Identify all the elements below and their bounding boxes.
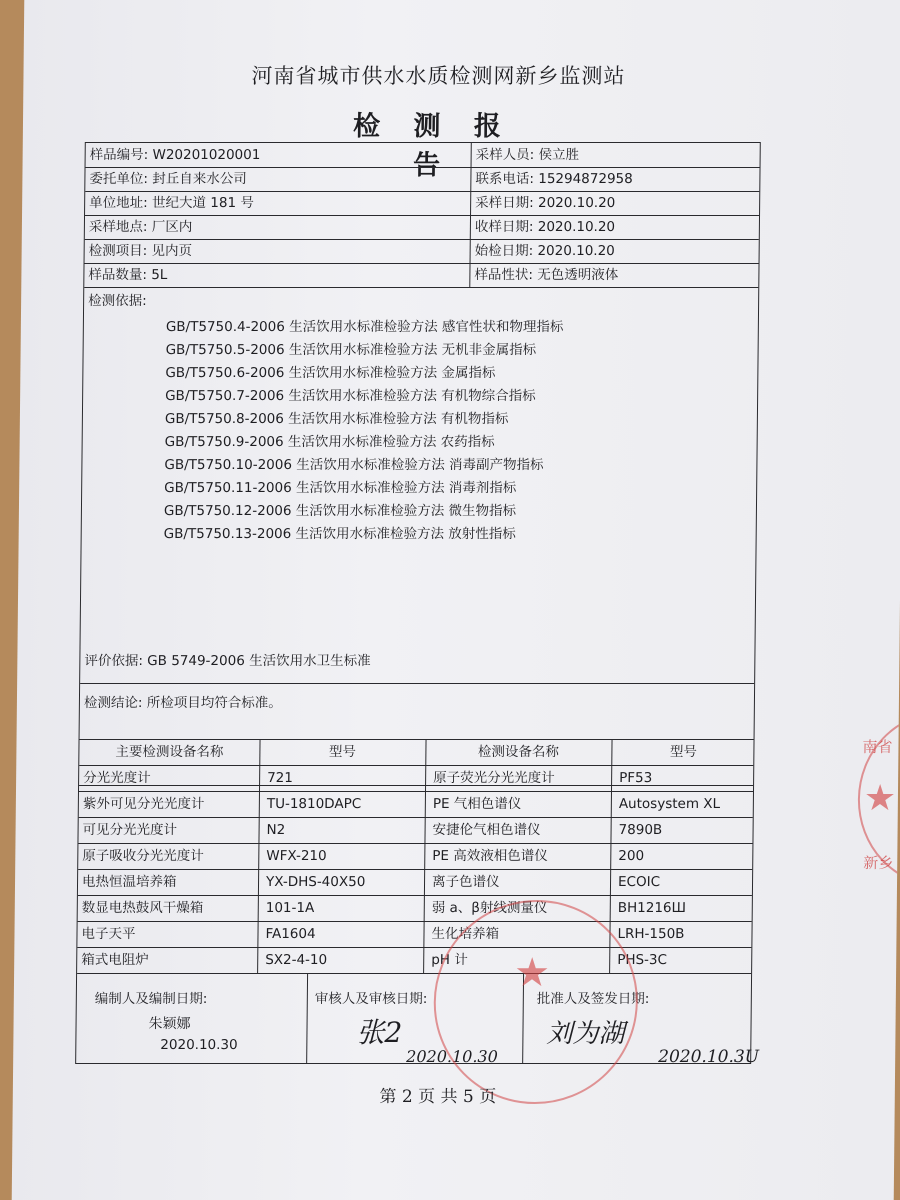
conclusion-label: 检测结论: <box>83 695 143 711</box>
client-label: 委托单位: <box>89 171 149 187</box>
standard-item: GB/T5750.13-2006 生活饮用水标准检验方法 放射性指标 <box>163 526 516 542</box>
equipment-header-name: 主要检测设备名称 <box>115 744 224 760</box>
equipment-row <box>78 895 752 922</box>
info-row <box>86 143 760 168</box>
organization-name: 河南省城市供水水质检测网新乡监测站 <box>251 64 626 88</box>
standard-item: GB/T5750.10-2006 生活饮用水标准检验方法 消毒副产物指标 <box>164 457 544 473</box>
reviewer-signature: 张2 <box>356 1016 403 1049</box>
evaluation-label: 评价依据: <box>84 653 144 669</box>
standard-item: GB/T5750.11-2006 生活饮用水标准检验方法 消毒剂指标 <box>164 480 517 496</box>
equipment-model: 721 <box>267 770 294 786</box>
client-value: 封丘自来水公司 <box>152 171 247 187</box>
partial-seal-text: 南省 <box>862 738 893 756</box>
equipment-name: 原子吸收分光光度计 <box>82 848 204 864</box>
equipment-name: PE 气相色谱仪 <box>432 796 522 812</box>
equipment-model: 7890B <box>618 822 663 838</box>
equipment-row <box>78 843 752 870</box>
conclusion-value: 所检项目均符合标准。 <box>146 695 282 711</box>
quantity-label: 样品数量: <box>88 267 148 283</box>
equipment-table <box>77 739 753 973</box>
equipment-header-row <box>79 739 753 766</box>
equipment-model: WFX-210 <box>266 848 327 864</box>
standard-item: GB/T5750.7-2006 生活饮用水标准检验方法 有机物综合指标 <box>165 388 536 404</box>
quantity-value: 5L <box>151 267 168 283</box>
receive-date-value: 2020.10.20 <box>537 219 616 235</box>
equipment-model: PHS-3C <box>617 952 668 968</box>
report-table <box>75 142 761 1067</box>
standard-item: GB/T5750.4-2006 生活饮用水标准检验方法 感官性状和物理指标 <box>165 319 564 335</box>
equipment-name: 可见分光光度计 <box>82 822 178 838</box>
approver-date: 2020.10.3U <box>658 1047 760 1067</box>
sample-date-value: 2020.10.20 <box>537 195 616 211</box>
equipment-model: TU-1810DAPC <box>266 796 362 812</box>
info-row <box>85 167 759 192</box>
items-value: 见内页 <box>151 243 193 259</box>
start-date-value: 2020.10.20 <box>537 243 615 259</box>
location-value: 厂区内 <box>151 219 193 235</box>
evaluation-section <box>80 641 754 684</box>
phone-value: 15294872958 <box>538 171 633 187</box>
equipment-row <box>77 947 751 974</box>
address-label: 单位地址: <box>89 195 148 211</box>
evaluation-value: GB 5749-2006 生活饮用水卫生标准 <box>147 653 371 669</box>
equipment-model: Autosystem XL <box>618 796 721 812</box>
equipment-model: SX2-4-10 <box>265 952 328 968</box>
basis-label: 检测依据: <box>88 293 147 309</box>
signature-section <box>76 973 760 1067</box>
property-value: 无色透明液体 <box>537 267 619 283</box>
phone-label: 联系电话: <box>475 171 535 187</box>
equipment-model: 200 <box>618 848 645 864</box>
equipment-name: 电子天平 <box>81 926 136 942</box>
start-date-label: 始检日期: <box>474 243 534 259</box>
equipment-name: pH 计 <box>431 952 468 968</box>
equipment-model: ECOIC <box>617 874 661 890</box>
property-label: 样品性状: <box>474 267 534 283</box>
items-label: 检测项目: <box>88 243 148 259</box>
receive-date-label: 收样日期: <box>474 219 534 235</box>
sampler-value: 侯立胜 <box>538 147 580 163</box>
equipment-model: FA1604 <box>265 926 316 942</box>
equipment-model: PF53 <box>619 770 653 786</box>
standard-item: GB/T5750.6-2006 生活饮用水标准检验方法 金属指标 <box>165 365 496 381</box>
compiler-label: 编制人及编制日期: <box>94 991 208 1007</box>
equipment-model: YX-DHS-40X50 <box>265 874 366 890</box>
sample-no-label: 样品编号: <box>89 147 149 163</box>
document-page <box>12 0 900 1200</box>
info-row <box>85 239 759 264</box>
equipment-header-model: 型号 <box>669 744 697 760</box>
address-value: 世纪大道 181 号 <box>151 195 254 211</box>
approver-signature: 刘为湖 <box>546 1019 625 1049</box>
info-row <box>85 191 759 216</box>
partial-seal-text: 新乡 <box>863 854 894 872</box>
equipment-name: 分光光度计 <box>83 770 151 786</box>
equipment-name: 离子色谱仪 <box>431 874 500 890</box>
equipment-row <box>77 921 751 948</box>
info-row <box>84 263 758 288</box>
equipment-name: 电热恒温培养箱 <box>81 874 177 890</box>
report-title: 检 测 报 告 <box>352 111 514 181</box>
equipment-name: 数显电热鼓风干燥箱 <box>81 900 204 916</box>
standard-item: GB/T5750.12-2006 生活饮用水标准检验方法 微生物指标 <box>163 503 517 519</box>
equipment-name: 箱式电阻炉 <box>81 952 149 968</box>
conclusion-section <box>80 683 755 740</box>
reviewer-label: 审核人及审核日期: <box>314 991 428 1007</box>
sample-no-value: W20201020001 <box>152 147 261 163</box>
equipment-header-name: 检测设备名称 <box>477 744 559 760</box>
partial-seal-star-icon: ★ <box>863 778 897 819</box>
equipment-model: BH1216Ш <box>617 900 687 916</box>
equipment-name: 紫外可见分光光度计 <box>82 796 205 812</box>
standard-item: GB/T5750.5-2006 生活饮用水标准检验方法 无机非金属指标 <box>165 342 537 358</box>
compiler-date: 2020.10.30 <box>160 1037 238 1053</box>
sampler-label: 采样人员: <box>475 147 535 163</box>
location-label: 采样地点: <box>88 219 148 235</box>
equipment-name: 安捷伦气相色谱仪 <box>432 822 541 838</box>
sample-date-label: 采样日期: <box>475 195 534 211</box>
equipment-row <box>78 869 752 896</box>
equipment-name: 原子荧光分光光度计 <box>433 770 555 786</box>
page-number: 第 2 页 共 5 页 <box>379 1087 497 1107</box>
seal-star-icon: ★ <box>513 950 551 996</box>
compiler-name: 朱颖娜 <box>148 1016 191 1032</box>
equipment-model: 101-1A <box>265 900 315 916</box>
reviewer-date: 2020.10.30 <box>406 1047 498 1066</box>
official-seal <box>433 900 639 1104</box>
approver-label: 批准人及签发日期: <box>536 991 650 1007</box>
equipment-model: N2 <box>266 822 286 838</box>
equipment-row <box>79 791 753 818</box>
equipment-name: 生化培养箱 <box>431 926 500 942</box>
equipment-header-model: 型号 <box>328 744 356 760</box>
equipment-row <box>79 765 753 792</box>
info-row <box>85 215 759 240</box>
standard-item: GB/T5750.8-2006 生活饮用水标准检验方法 有机物指标 <box>164 411 509 427</box>
equipment-name: PE 高效液相色谱仪 <box>432 848 548 864</box>
equipment-name: 弱 a、β射线测量仪 <box>431 900 548 916</box>
standard-item: GB/T5750.9-2006 生活饮用水标准检验方法 农药指标 <box>164 434 495 450</box>
equipment-model: LRH-150B <box>617 926 685 942</box>
equipment-row <box>78 817 752 844</box>
